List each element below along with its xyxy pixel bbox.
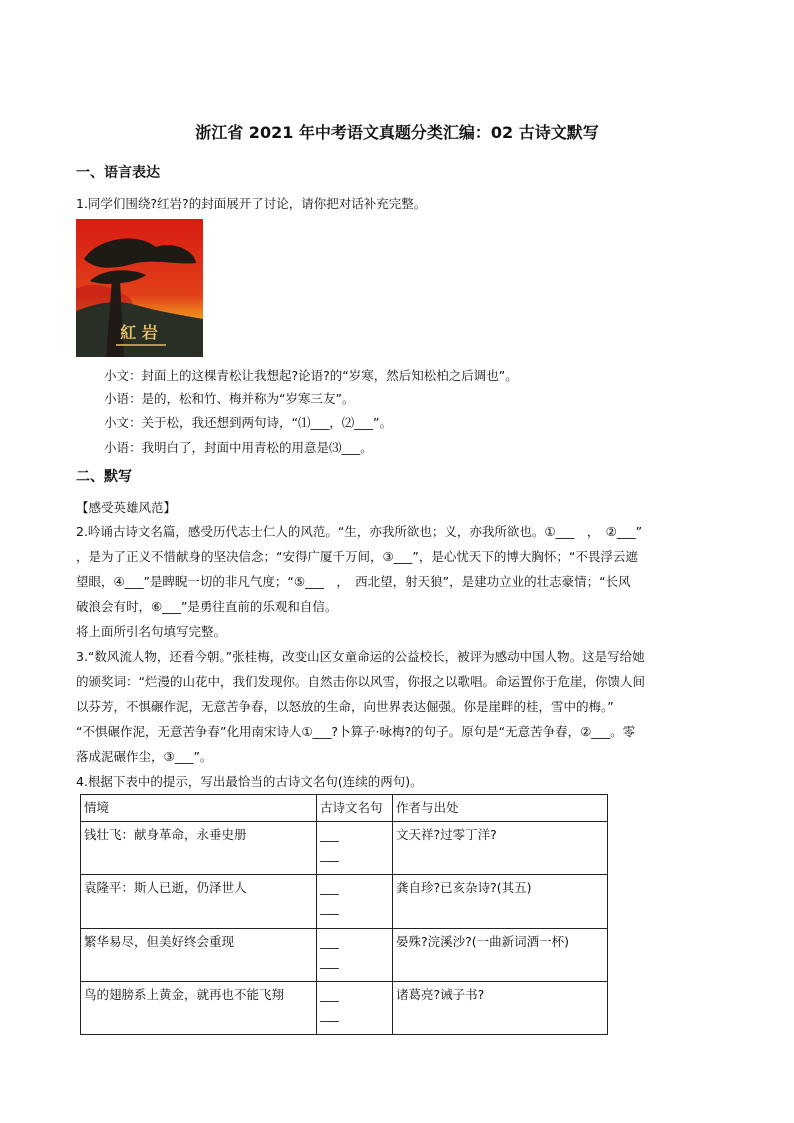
question-2-line: 望眼，④___”是睥睨一切的非凡气度；“⑤___ ， 西北望，射天狼”，是建功立业的壮志豪情；“长风: [76, 574, 631, 589]
table-row: [81, 822, 608, 875]
dialog-line-2: 小语：是的，松和竹、梅并称为“岁寒三友”。: [104, 391, 355, 406]
question-3-line: 3.“数风流人物，还看今朝。”张桂梅，改变山区女童命运的公益校长，被评为感动中国人物。这是写给她: [76, 649, 645, 664]
dialog-line-4: 小语：我明白了，封面中用青松的用意是⑶___。: [104, 440, 373, 455]
source-cell: 文天祥?过零丁洋?: [393, 822, 608, 875]
page-title: 浙江省 2021 年中考语文真题分类汇编：02 古诗文默写: [195, 123, 599, 142]
dialog-line-3: 小文：关于松，我还想到两句诗，“⑴___，⑵___”。: [104, 415, 392, 430]
table-header: 作者与出处: [393, 795, 608, 822]
context-cell: 鸟的翅膀系上黄金，就再也不能飞翔: [81, 981, 317, 1034]
answer-blank[interactable]: ___: [320, 986, 339, 1002]
answer-blank[interactable]: ___: [320, 953, 339, 969]
section-heading-1: 一、语言表达: [76, 165, 160, 181]
question-2-line: 2.吟诵古诗文名篇，感受历代志士仁人的风范。“生，亦我所欲也；义，亦我所欲也。①___ ， ②___”: [76, 524, 643, 539]
context-cell: 钱壮飞：献身革命，永垂史册: [81, 822, 317, 875]
question-3-line: “不惧碾作泥，无意苦争春”化用南宋诗人①___?卜算子·咏梅?的句子。原句是“无意苦争春，②___。零: [76, 724, 636, 739]
answer-cell[interactable]: [317, 981, 393, 1034]
answer-blank[interactable]: ___: [320, 847, 339, 863]
poem-table: [80, 794, 608, 1035]
question-1: 1.同学们围绕?红岩?的封面展开了讨论，请你把对话补充完整。: [76, 196, 427, 211]
context-cell: 袁隆平：斯人已逝，仍泽世人: [81, 875, 317, 928]
context-cell: 繁华易尽，但美好终会重现: [81, 928, 317, 981]
table-header: 古诗文名句: [317, 795, 393, 822]
table-header: 情境: [81, 795, 317, 822]
source-cell: 晏殊?浣溪沙?(一曲新词酒一杯): [393, 928, 608, 981]
table-row: [81, 981, 608, 1034]
answer-blank[interactable]: ___: [320, 827, 339, 843]
source-cell: 龚自珍?已亥杂诗?(其五): [393, 875, 608, 928]
question-3-line: 的颁奖词：“烂漫的山花中，我们发现你。自然击你以风雪，你报之以歌唱。命运置你于危崖，你馈人间: [76, 674, 645, 689]
answer-blank[interactable]: ___: [320, 880, 339, 896]
question-4: 4.根据下表中的提示，写出最恰当的古诗文名句(连续的两句)。: [76, 774, 423, 789]
answer-cell[interactable]: [317, 875, 393, 928]
cover-title: 紅 岩: [120, 323, 158, 342]
book-cover-image: [76, 219, 203, 357]
source-cell: 诸葛亮?诫子书?: [393, 981, 608, 1034]
subsection-tag: 【感受英雄风范】: [76, 500, 177, 515]
section-heading-2: 二、默写: [76, 469, 132, 485]
table-row: [81, 928, 608, 981]
table-row: [81, 875, 608, 928]
answer-blank[interactable]: ___: [320, 1006, 339, 1022]
question-2-line: ，是为了正义不惜献身的坚决信念；“安得广厦千万间，③___”，是心忧天下的博大胸怀；“不畏浮云遮: [76, 549, 638, 564]
question-2-line: 破浪会有时，⑥___”是勇往直前的乐观和自信。: [76, 599, 338, 614]
question-3-line: 以芬芳，不惧碾作泥，无意苦争春，以怒放的生命，向世界表达倔强。你是崖畔的桂，雪中的梅。”: [76, 699, 614, 714]
answer-cell[interactable]: [317, 822, 393, 875]
table-header-row: [81, 795, 608, 822]
answer-blank[interactable]: ___: [320, 933, 339, 949]
answer-cell[interactable]: [317, 928, 393, 981]
question-3-line: 落成泥碾作尘，③___”。: [76, 749, 213, 764]
dialog-line-1: 小文：封面上的这棵青松让我想起?论语?的“岁寒，然后知松柏之后调也”。: [104, 368, 518, 383]
question-2-line: 将上面所引名句填写完整。: [76, 624, 227, 639]
answer-blank[interactable]: ___: [320, 900, 339, 916]
